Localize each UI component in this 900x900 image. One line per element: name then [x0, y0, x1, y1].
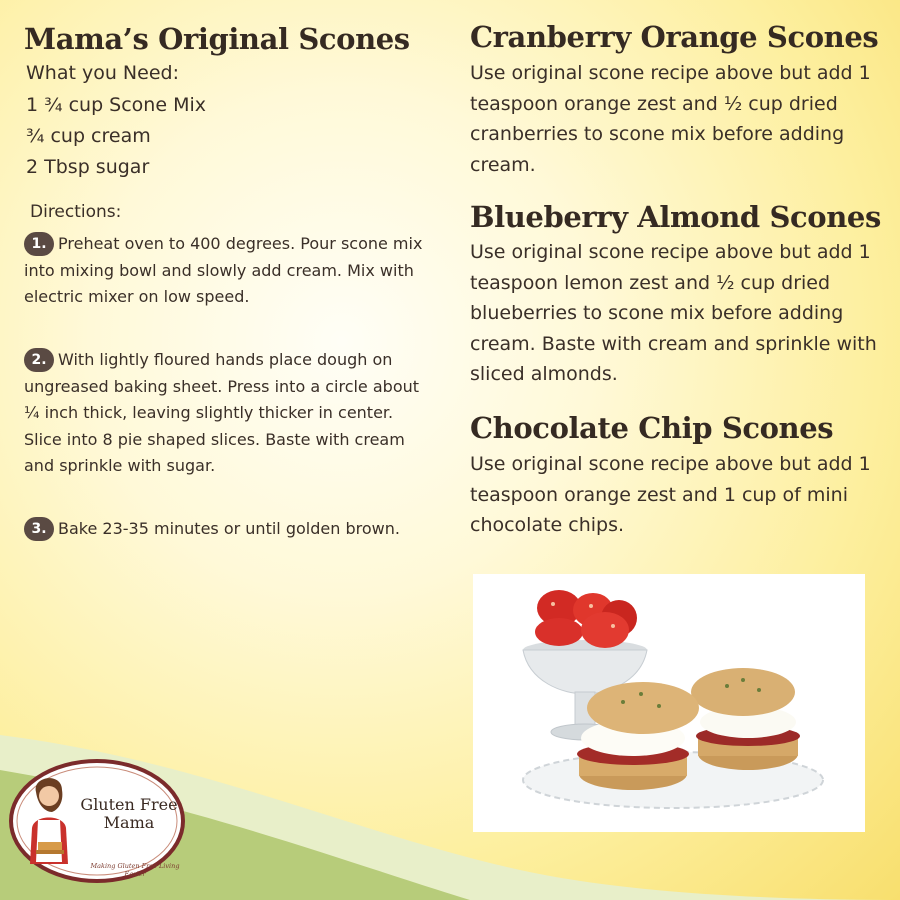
step-number-badge: 3.: [24, 517, 54, 541]
variation-text-blueberry: Use original scone recipe above but add 1 teaspoon lemon zest and ½ cup dried blueberries to scone mix before adding cream. Baste with cream and sprinkle with sliced almonds.: [470, 241, 877, 385]
scones-photo: [473, 574, 865, 832]
directions-label: Directions:: [30, 202, 122, 222]
logo-text: [74, 796, 184, 832]
variation-text-chocolate: Use original scone recipe above but add 1 teaspoon orange zest and 1 cup of mini chocolate chips.: [470, 453, 871, 536]
ingredient-item: 2 Tbsp sugar: [26, 156, 150, 178]
step-text: With lightly floured hands place dough on ungreased baking sheet. Press into a circle about ¼ inch thick, leaving slightly thicker in center. Slice into 8 pie shaped slices. Baste with cream and sprinkle with sugar.: [24, 350, 420, 475]
logo-tagline: Making Gluten Free Living Easier: [90, 862, 180, 878]
scone-left-icon: [577, 682, 699, 790]
step-number-badge: 1.: [24, 232, 54, 256]
variation-text-cranberry: Use original scone recipe above but add 1 teaspoon orange zest and ½ cup dried cranberries to scone mix before adding cream.: [470, 62, 871, 176]
ingredients-label: What you Need:: [26, 62, 179, 84]
logo-line-2: Mama: [103, 813, 155, 832]
variation-title-cranberry: Cranberry Orange Scones: [470, 20, 879, 54]
step-number-badge: 2.: [24, 348, 54, 372]
variation-title-blueberry: Blueberry Almond Scones: [470, 200, 881, 234]
step-text: Preheat oven to 400 degrees. Pour scone mix into mixing bowl and slowly add cream. Mix with electric mixer on low speed.: [24, 234, 423, 306]
scone-right-icon: [691, 668, 800, 770]
ingredient-item: 1 ¾ cup Scone Mix: [26, 94, 206, 116]
logo-line-1: Gluten Free: [80, 795, 178, 814]
variation-title-chocolate: Chocolate Chip Scones: [470, 411, 834, 445]
step-text: Bake 23-35 minutes or until golden brown.: [58, 519, 400, 538]
strawberries-icon: [535, 590, 637, 648]
ingredient-item: ¾ cup cream: [26, 125, 151, 147]
main-recipe-title: Mama’s Original Scones: [24, 22, 410, 56]
